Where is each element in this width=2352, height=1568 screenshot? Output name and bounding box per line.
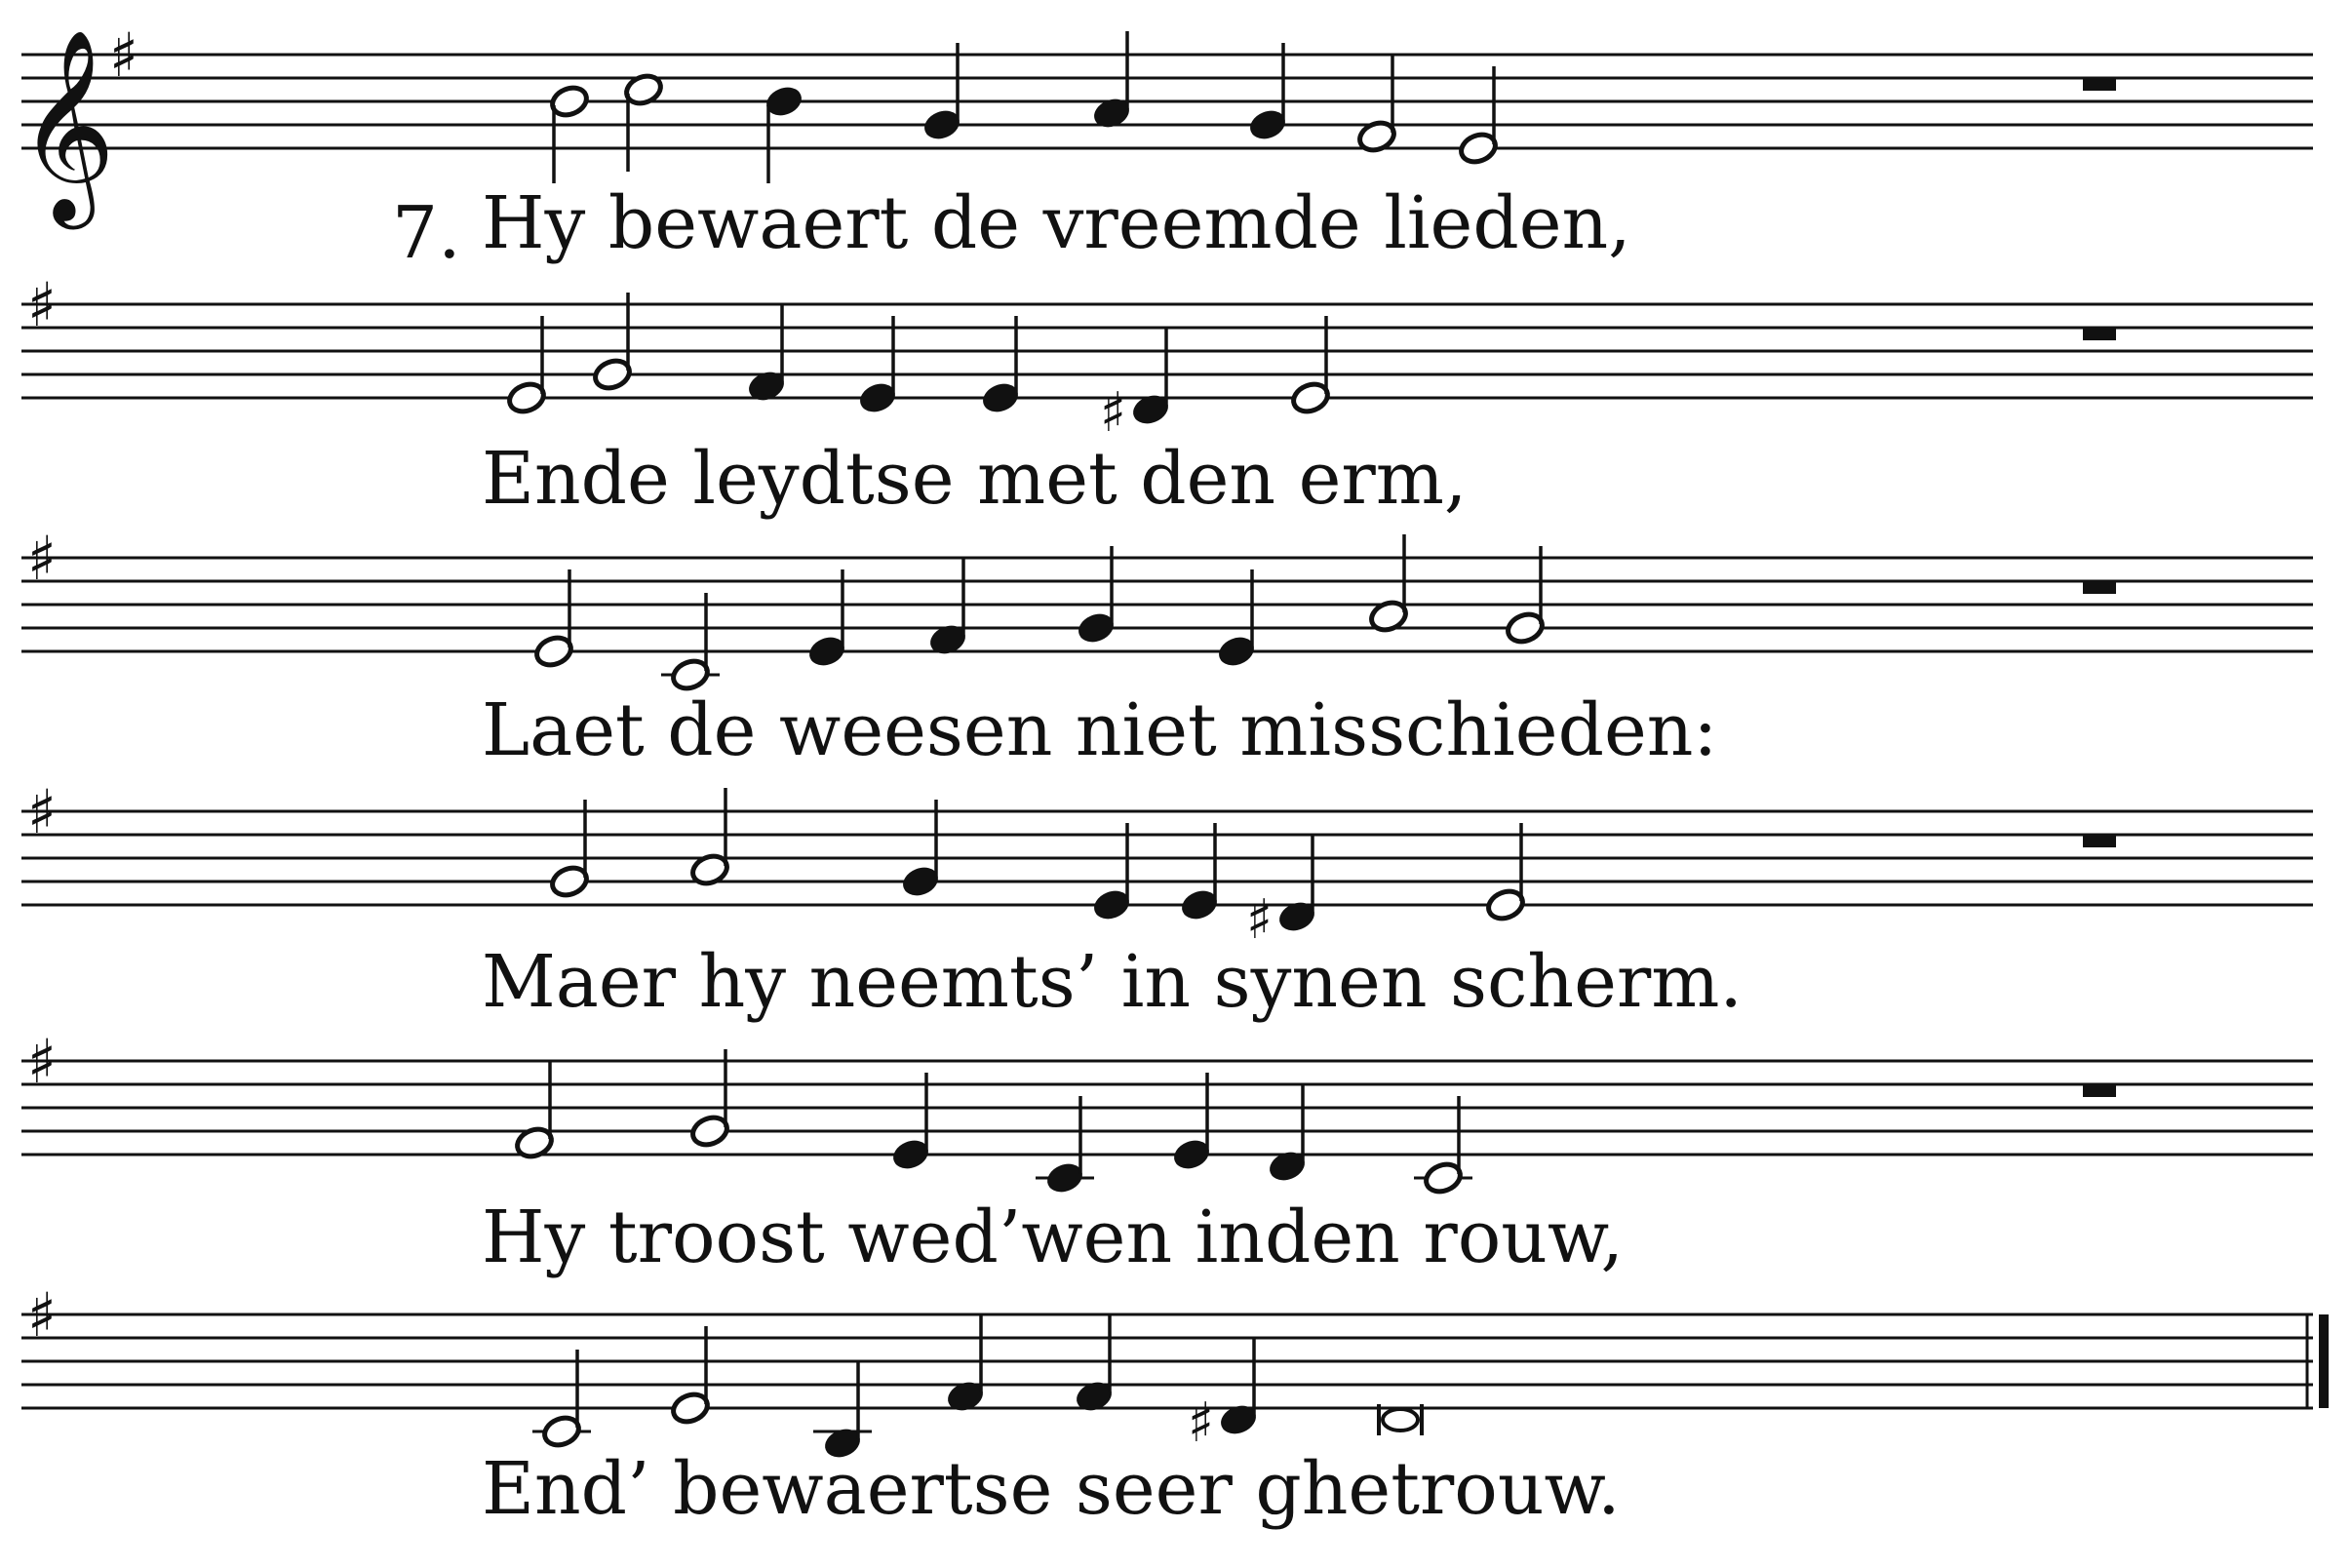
half-rest	[2083, 582, 2116, 594]
half-rest	[2083, 329, 2116, 340]
lyric-line-3: Laet de weesen niet misschieden:	[482, 688, 1718, 772]
lyric-line-1: Hy bewaert de vreemde lieden,	[482, 181, 1631, 265]
treble-clef-icon: 𝄞	[18, 28, 116, 221]
key-signature-sharp: ♯	[27, 1279, 58, 1351]
key-signature-sharp: ♯	[27, 776, 58, 847]
key-signature-sharp: ♯	[109, 20, 139, 91]
sharp-accidental: ♯	[1188, 1392, 1215, 1455]
note-head	[1383, 1409, 1418, 1431]
key-signature-sharp: ♯	[27, 523, 58, 594]
lyric-line-6: End’ bewaertse seer ghetrouw.	[482, 1447, 1621, 1531]
key-signature-sharp: ♯	[27, 1026, 58, 1097]
sharp-accidental: ♯	[1100, 381, 1127, 445]
key-signature-sharp: ♯	[27, 269, 58, 340]
verse-number: 7.	[392, 191, 461, 275]
half-rest	[2083, 1085, 2116, 1097]
sharp-accidental: ♯	[1246, 888, 1274, 952]
lyric-line-4: Maer hy neemts’ in synen scherm.	[482, 940, 1743, 1024]
final-barline	[2319, 1314, 2329, 1408]
lyric-line-5: Hy troost wed’wen inden rouw,	[482, 1196, 1624, 1279]
half-rest	[2083, 79, 2116, 91]
lyric-line-2: Ende leydtse met den erm,	[482, 437, 1468, 521]
half-rest	[2083, 836, 2116, 847]
